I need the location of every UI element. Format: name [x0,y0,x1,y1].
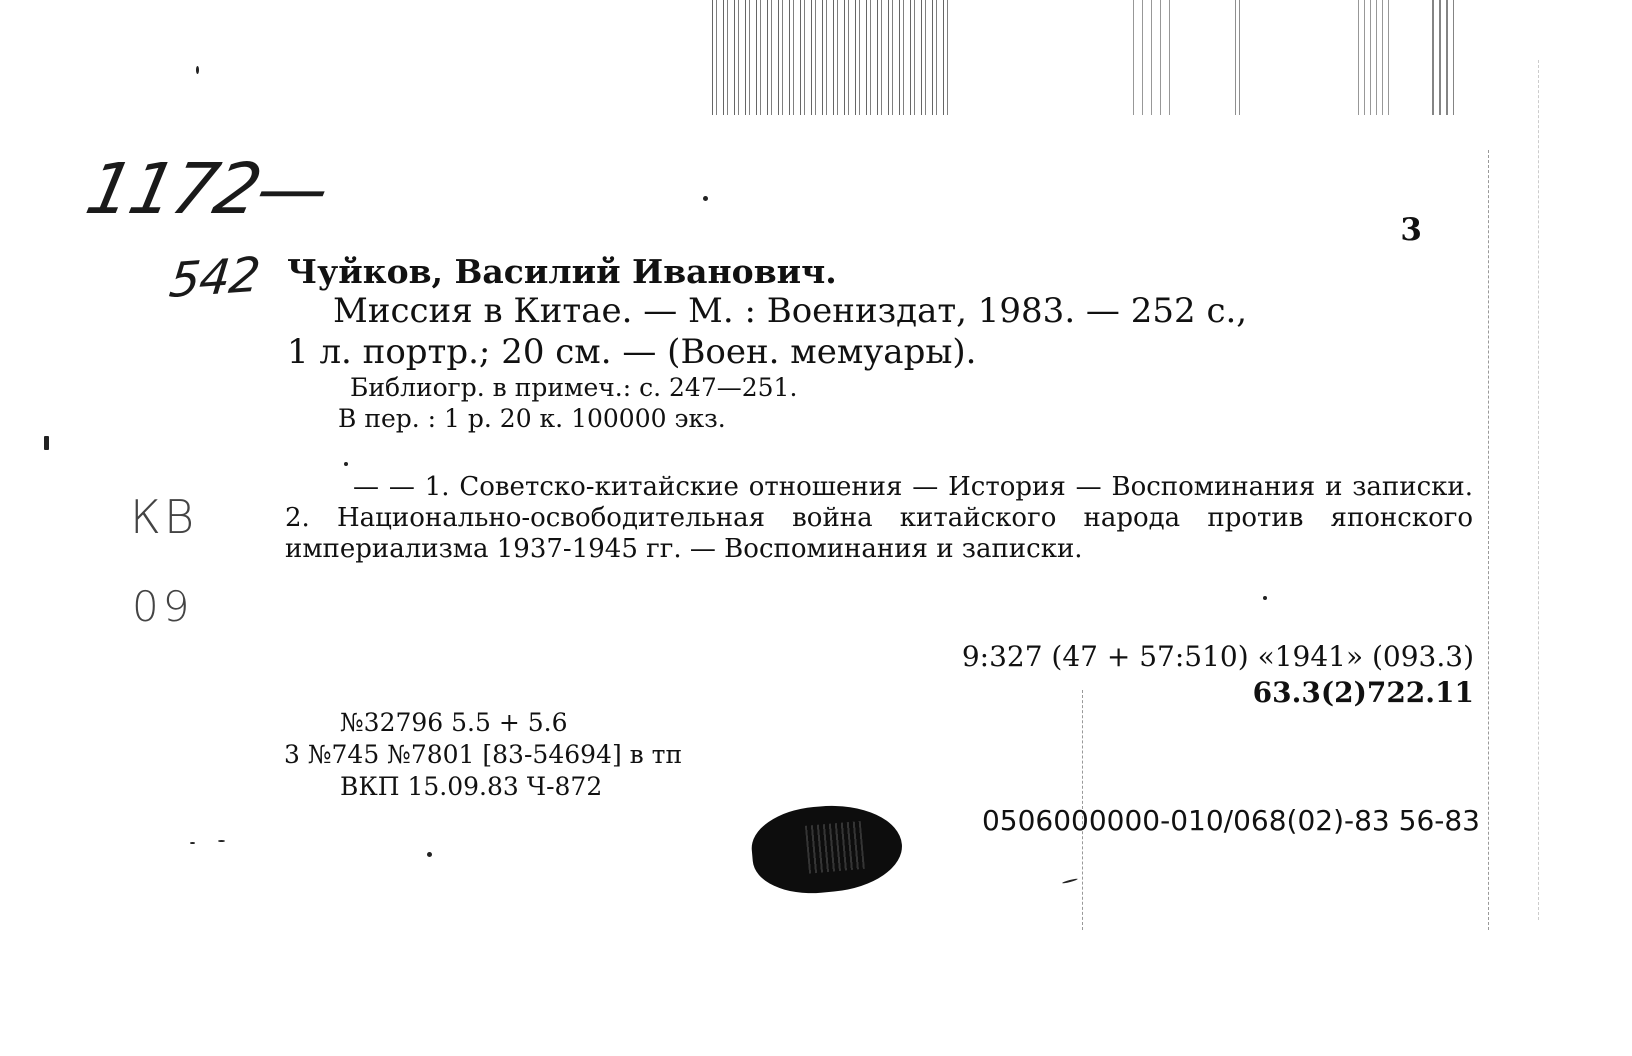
udc-classification: 9:327 (47 + 57:510) «1941» (093.3) [961,640,1474,673]
top-scan-stripes [1358,0,1392,115]
accession-line: 3 №745 №7801 [83-54694] в тп [284,740,683,769]
top-scan-stripes [1133,0,1173,115]
scan-speck [1062,878,1078,884]
handwritten-shelf-mark: 1172— [79,148,335,230]
scan-speck [703,196,708,201]
scan-speck [196,66,199,74]
top-scan-stripes [1432,0,1454,115]
top-scan-stripes [1235,0,1243,115]
scan-line [1488,150,1489,930]
accession-line: №32796 5.5 + 5.6 [340,708,568,737]
handwritten-margin-mark: КВ [130,490,198,544]
scan-speck [1263,596,1267,600]
scan-speck [218,840,225,842]
publisher-code: 0506000000-010/068(02)-83 56-83 [981,804,1480,837]
top-scan-stripes [712,0,954,115]
physical-description: 1 л. портр.; 20 см. — (Воен. мемуары). [287,332,977,372]
scan-speck [44,436,49,450]
page-number: 3 [1400,212,1422,248]
author-heading: Чуйков, Василий Иванович. [287,252,837,291]
accession-line: ВКП 15.09.83 Ч-872 [340,772,603,801]
bibliography-note: Библиогр. в примеч.: с. 247—251. [350,373,798,402]
subject-headings: — — 1. Советско-китайские отношения — История — Воспоминания и записки. 2. Национально-освободительная война китайского народа против японского империализма 1937-1945 гг. — Воспоминания и записки. [285,472,1473,564]
handwritten-shelf-mark-number: 542 [166,246,263,310]
scan-speck [427,852,432,857]
bbk-classification: 63.3(2)722.11 [1252,676,1474,709]
ink-blot [749,800,906,899]
scan-speck [344,462,348,466]
handwritten-margin-mark: 09 [132,582,194,631]
price-note: В пер. : 1 р. 20 к. 100000 экз. [338,404,726,433]
scan-line [1538,60,1539,920]
title-statement: Миссия в Китае. — М. : Воениздат, 1983. — 252 с., [333,291,1248,331]
scan-speck [190,842,195,844]
